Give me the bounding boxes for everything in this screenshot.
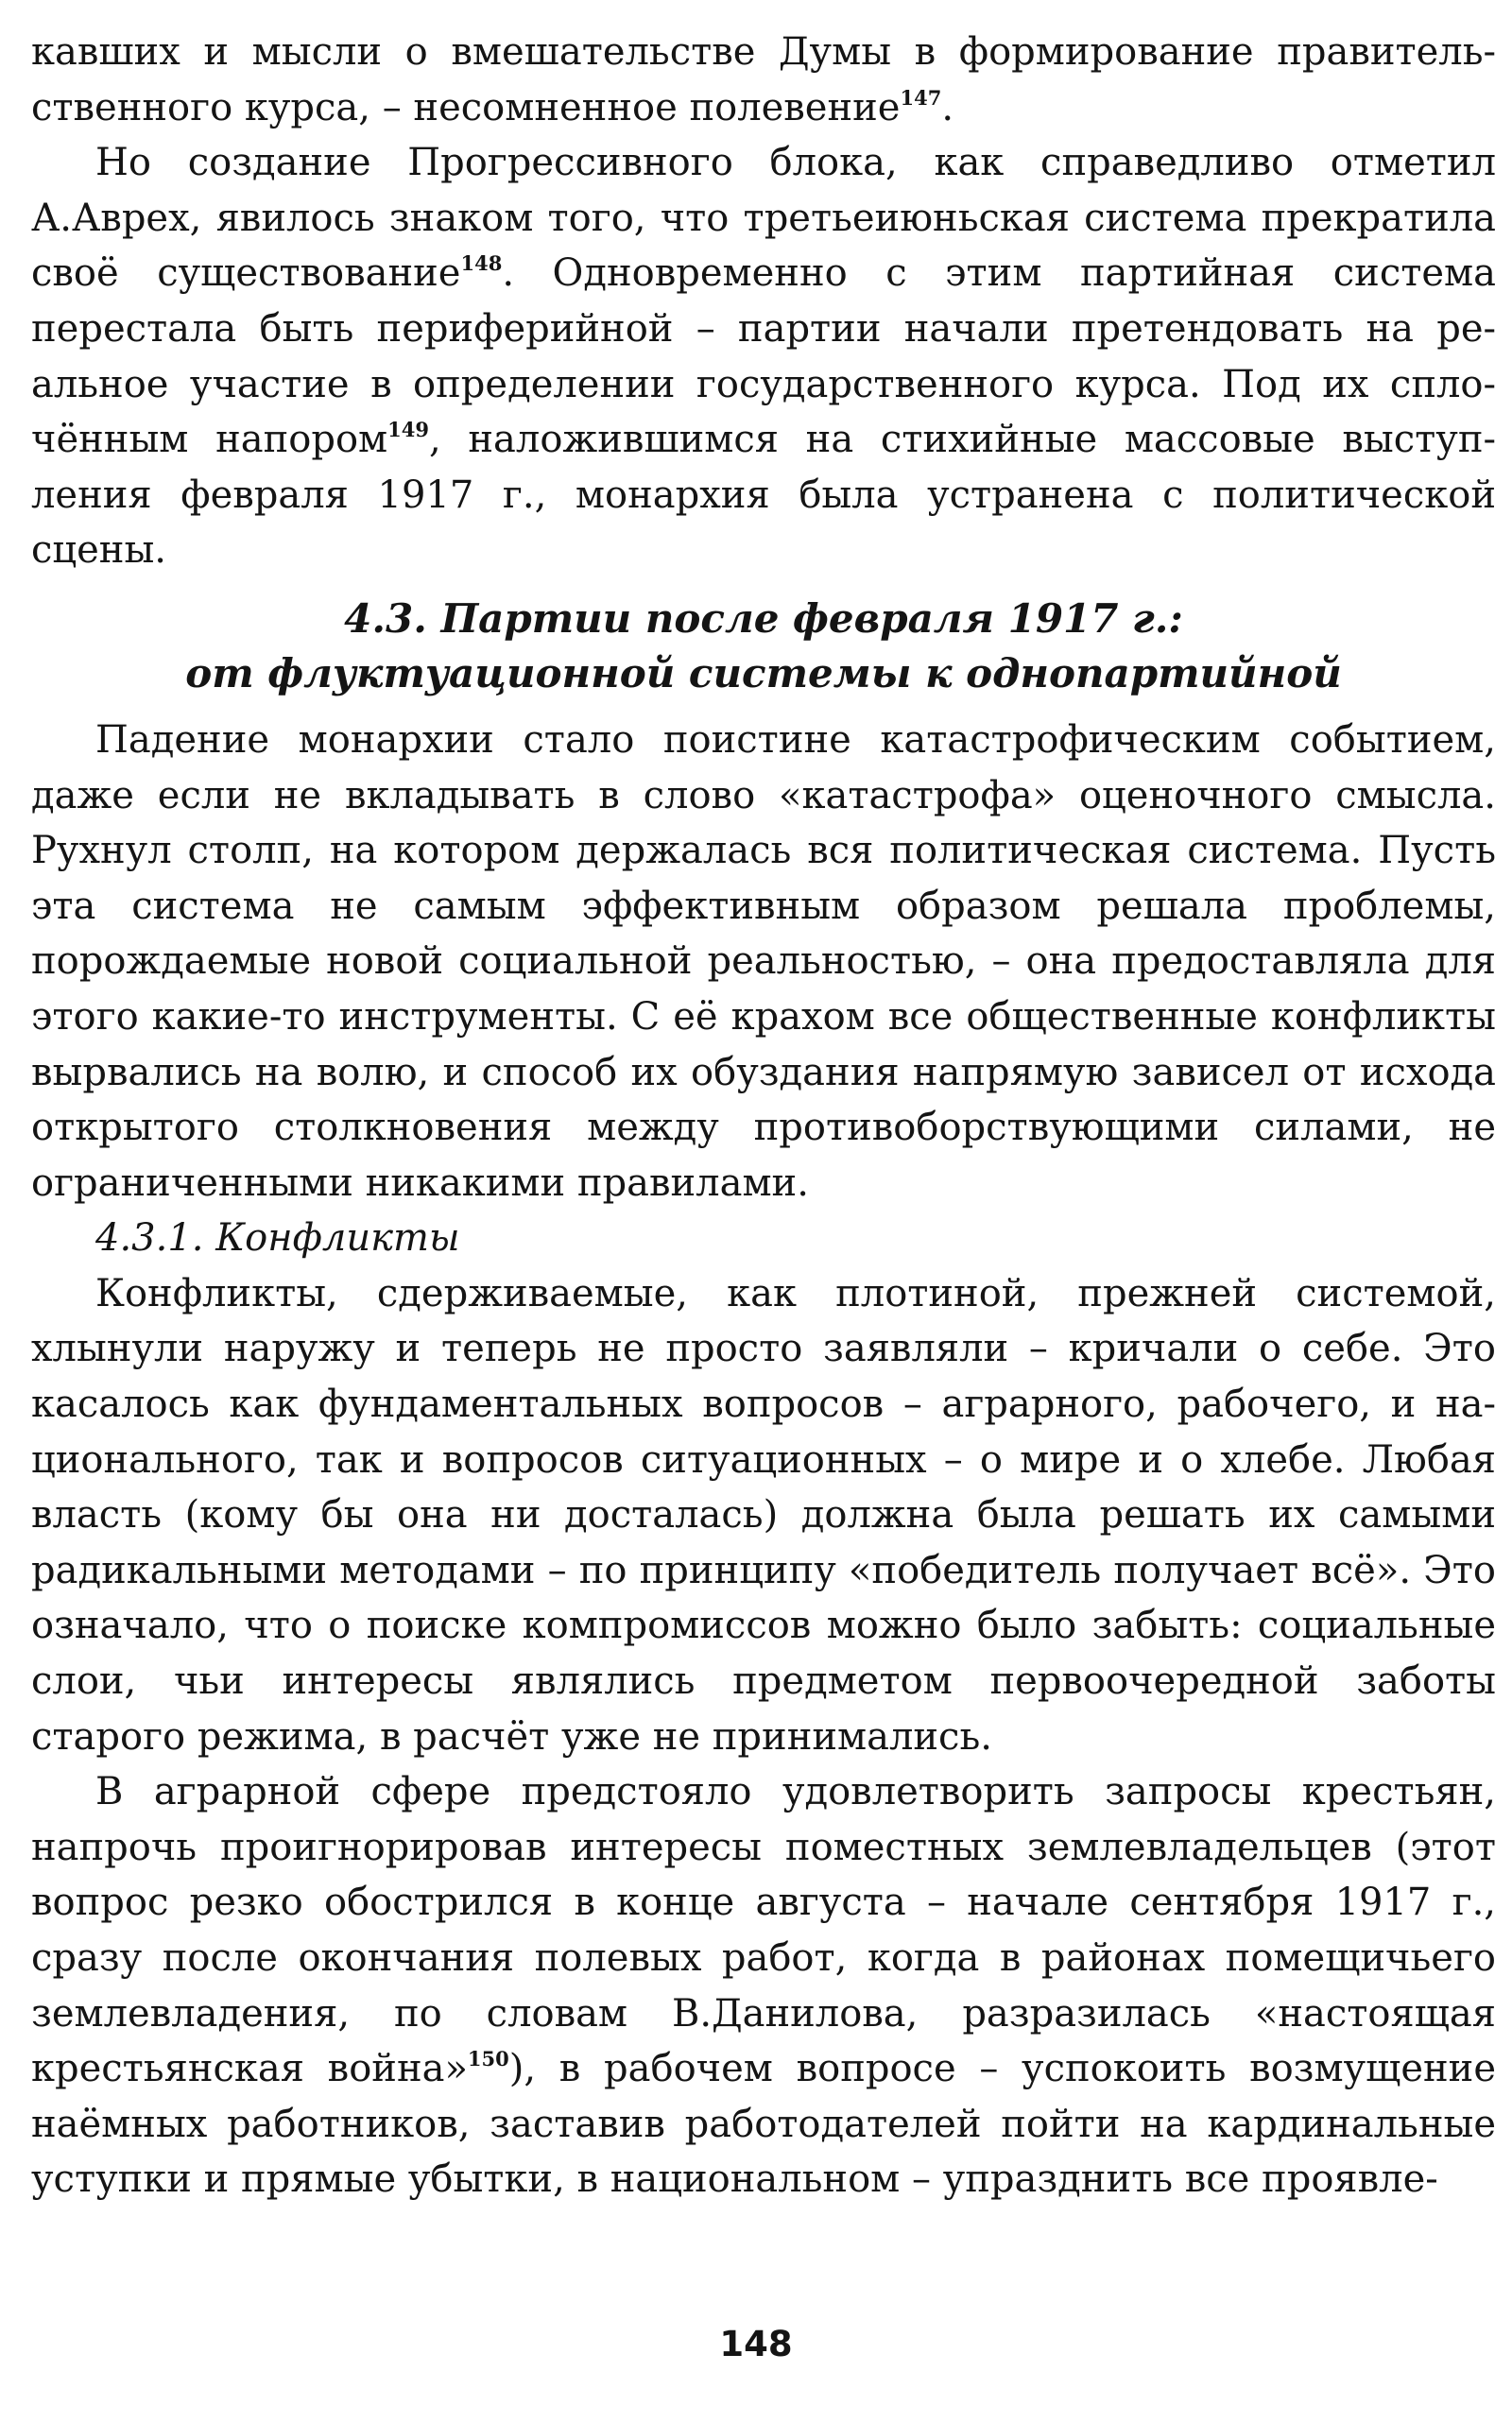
footnote-ref-147[interactable]: 147 bbox=[900, 85, 942, 110]
paragraph-agrarian bbox=[31, 1764, 1496, 2208]
paragraph-text-tail: . bbox=[941, 85, 954, 129]
paragraph-text: Но создание Прогрессивного блока, как справедливо отметил А.Аврех, явилось знаком того, что третьеиюньская система прекратила своё существование bbox=[31, 141, 1496, 296]
paragraph-conflicts: Конфликты, сдерживаемые, как плотиной, прежней системой, хлынули наружу и теперь не просто заявляли – кричали о себе. Это касалось как фундаментальных вопросов – аграрного, рабочего, и национального, так и вопросов ситуационных – о мире и о хлебе. Любая власть (кому бы она ни досталась) должна была решать их самыми радикальными методами – по принципу «победитель получает всё». Это означало, что о поиске компромиссов можно было забыть: социальные слои, чьи интересы являлись предметом первоочередной заботы старого режима, в расчёт уже не принимались. bbox=[31, 1271, 1496, 1759]
paragraph-text: ), в рабочем вопросе – успокоить возмущение наёмных работников, заставив работодателей пойти на кардинальные уступки и прямые убытки, в национальном – упразднить все проявле- bbox=[31, 2047, 1496, 2202]
footnote-ref-150[interactable]: 150 bbox=[467, 2047, 509, 2071]
page-body bbox=[31, 25, 1496, 2208]
paragraph-text: кавших и мысли о вмешательстве Думы в формирование правительственного курса, – несомненное полевение bbox=[31, 30, 1496, 129]
paragraph-text: В аграрной сфере предстояло удовлетворить запросы крестьян, напрочь проигнорировав интересы поместных землевладельцев (этот вопрос резко обострился в конце августа – начале сентября 1917 г., сразу после окончания полевых работ, когда в районах помещичьего землевладения, по словам В.Данилова, разразилась «настоящая крестьянская война» bbox=[31, 1770, 1496, 2091]
paragraph-continuation bbox=[31, 25, 1496, 135]
page-number: 148 bbox=[719, 2324, 793, 2364]
paragraph-monarchy-fall: Падение монархии стало поистине катастрофическим событием, даже если не вкладывать в слово «катастрофа» оценочного смысла. Рухнул столп, на котором держалась вся политическая система. Пусть эта система не самым эффективным образом решала проблемы, порождаемые новой социальной реальностью, – она предоставляла для этого какие-то инструменты. С её крахом все общественные конфликты вырвались на волю, и способ их обуздания напрямую зависел от исхода открытого столкновения между противоборствующими силами, не ограниченными никакими правилами. bbox=[31, 717, 1496, 1205]
footnote-ref-148[interactable]: 148 bbox=[460, 251, 503, 276]
paragraph-progressive-bloc bbox=[31, 135, 1496, 578]
section-heading-line-2: от флуктуационной системы к однопартийной bbox=[185, 649, 1342, 696]
section-heading bbox=[31, 592, 1496, 701]
section-heading-line-1: 4.3. Партии после февраля 1917 г.: bbox=[344, 594, 1183, 642]
subsection-heading: 4.3.1. Конфликты bbox=[95, 1216, 460, 1261]
footnote-ref-149[interactable]: 149 bbox=[387, 418, 429, 442]
paragraph-text: . Одновременно с этим партийная система перестала быть периферийной – партии начали претендовать на реальное участие в определении государственного курса. Под их сплочённым напором bbox=[31, 251, 1496, 462]
paragraph-text: , наложившимся на стихийные массовые выступления февраля 1917 г., монархия была устранена с политической сцены. bbox=[31, 418, 1496, 573]
